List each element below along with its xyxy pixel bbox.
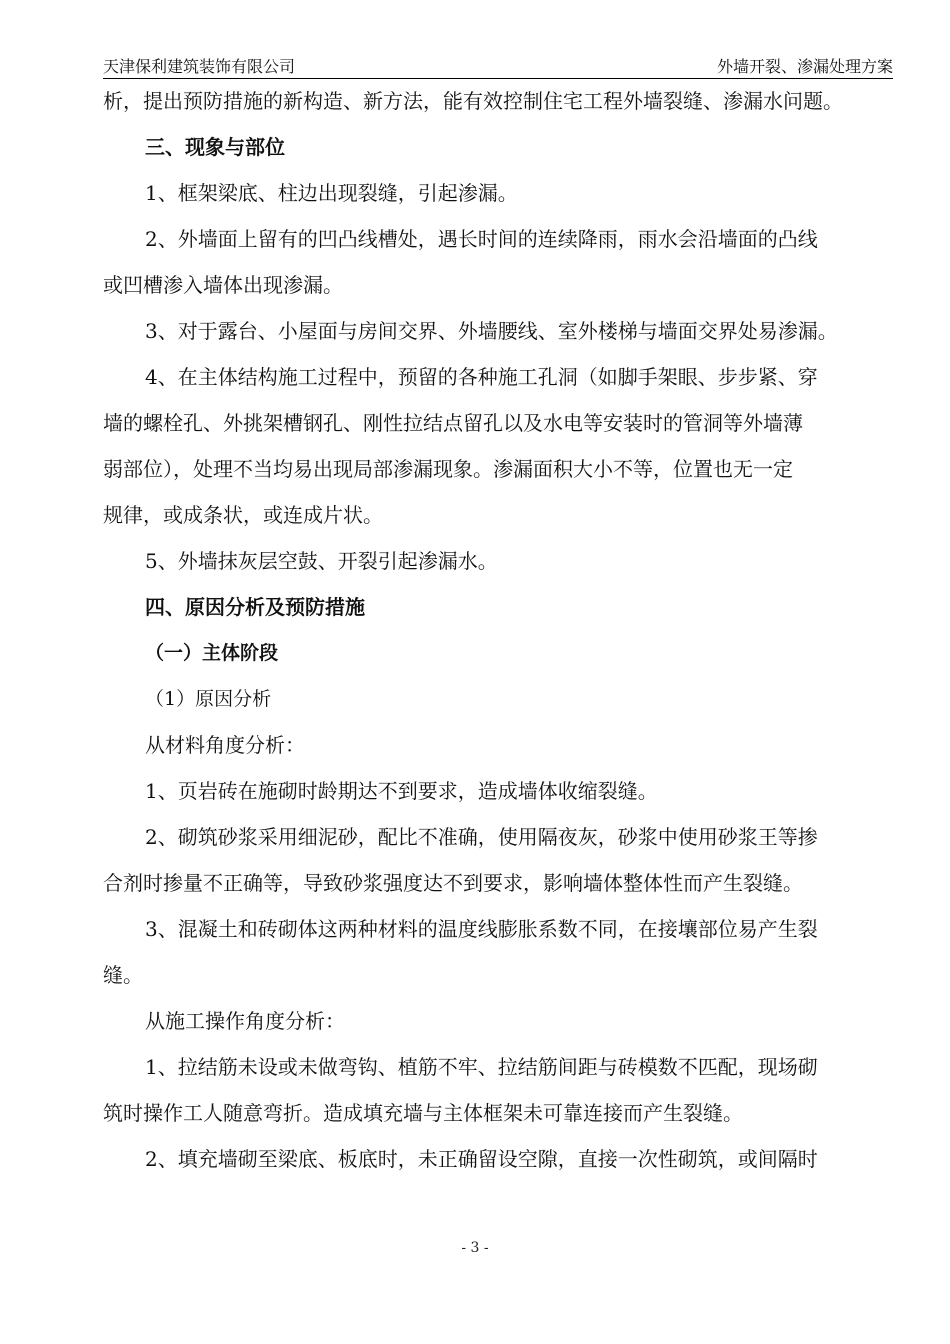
paragraph-line: 从材料角度分析： [145, 733, 305, 757]
list-item: 2、外墙面上留有的凹凸线槽处，遇长时间的连续降雨，雨水会沿墙面的凸线 [145, 227, 818, 251]
section-heading: 四、原因分析及预防措施 [145, 595, 365, 619]
paragraph-line: 墙的螺栓孔、外挑架槽钢孔、刚性拉结点留孔以及水电等安装时的管洞等外墙薄 [103, 411, 803, 435]
document-body [103, 78, 903, 1182]
paragraph-line: 缝。 [103, 963, 143, 987]
paragraph-line: 弱部位），处理不当均易出现局部渗漏现象。渗漏面积大小不等，位置也无一定 [103, 457, 793, 481]
list-item: 4、在主体结构施工过程中，预留的各种施工孔洞（如脚手架眼、步步紧、穿 [145, 365, 818, 389]
paragraph-line: 或凹槽渗入墙体出现渗漏。 [103, 273, 343, 297]
page-header [103, 52, 893, 79]
list-item: 5、外墙抹灰层空鼓、开裂引起渗漏水。 [145, 549, 498, 573]
paragraph-line: 合剂时掺量不正确等，导致砂浆强度达不到要求，影响墙体整体性而产生裂缝。 [103, 871, 803, 895]
subsection-label: （1）原因分析 [145, 688, 272, 710]
subsection-heading: （一）主体阶段 [145, 642, 279, 664]
page-number: - 3 - [461, 1240, 489, 1256]
list-item: 1、页岩砖在施砌时龄期达不到要求，造成墙体收缩裂缝。 [145, 779, 658, 803]
section-heading: 三、现象与部位 [145, 135, 285, 159]
list-item: 1、拉结筋未设或未做弯钩、植筋不牢、拉结筋间距与砖模数不匹配，现场砌 [145, 1055, 818, 1079]
document-title: 外墙开裂、渗漏处理方案 [716, 57, 893, 76]
list-item: 3、对于露台、小屋面与房间交界、外墙腰线、室外楼梯与墙面交界处易渗漏。 [145, 319, 838, 343]
list-item: 3、混凝土和砖砌体这两种材料的温度线膨胀系数不同，在接壤部位易产生裂 [145, 917, 818, 941]
list-item: 2、砌筑砂浆采用细泥砂，配比不准确，使用隔夜灰，砂浆中使用砂浆王等掺 [145, 825, 818, 849]
paragraph-line: 规律，或成条状，或连成片状。 [103, 503, 383, 527]
paragraph-line: 从施工操作角度分析： [145, 1009, 345, 1033]
company-name: 天津保利建筑装饰有限公司 [103, 57, 296, 76]
list-item: 1、框架梁底、柱边出现裂缝，引起渗漏。 [145, 181, 518, 205]
paragraph-line: 筑时操作工人随意弯折。造成填充墙与主体框架未可靠连接而产生裂缝。 [103, 1101, 743, 1125]
paragraph-line: 析，提出预防措施的新构造、新方法，能有效控制住宅工程外墙裂缝、渗漏水问题。 [103, 89, 843, 113]
list-item: 2、填充墙砌至梁底、板底时，未正确留设空隙，直接一次性砌筑，或间隔时 [145, 1147, 818, 1171]
